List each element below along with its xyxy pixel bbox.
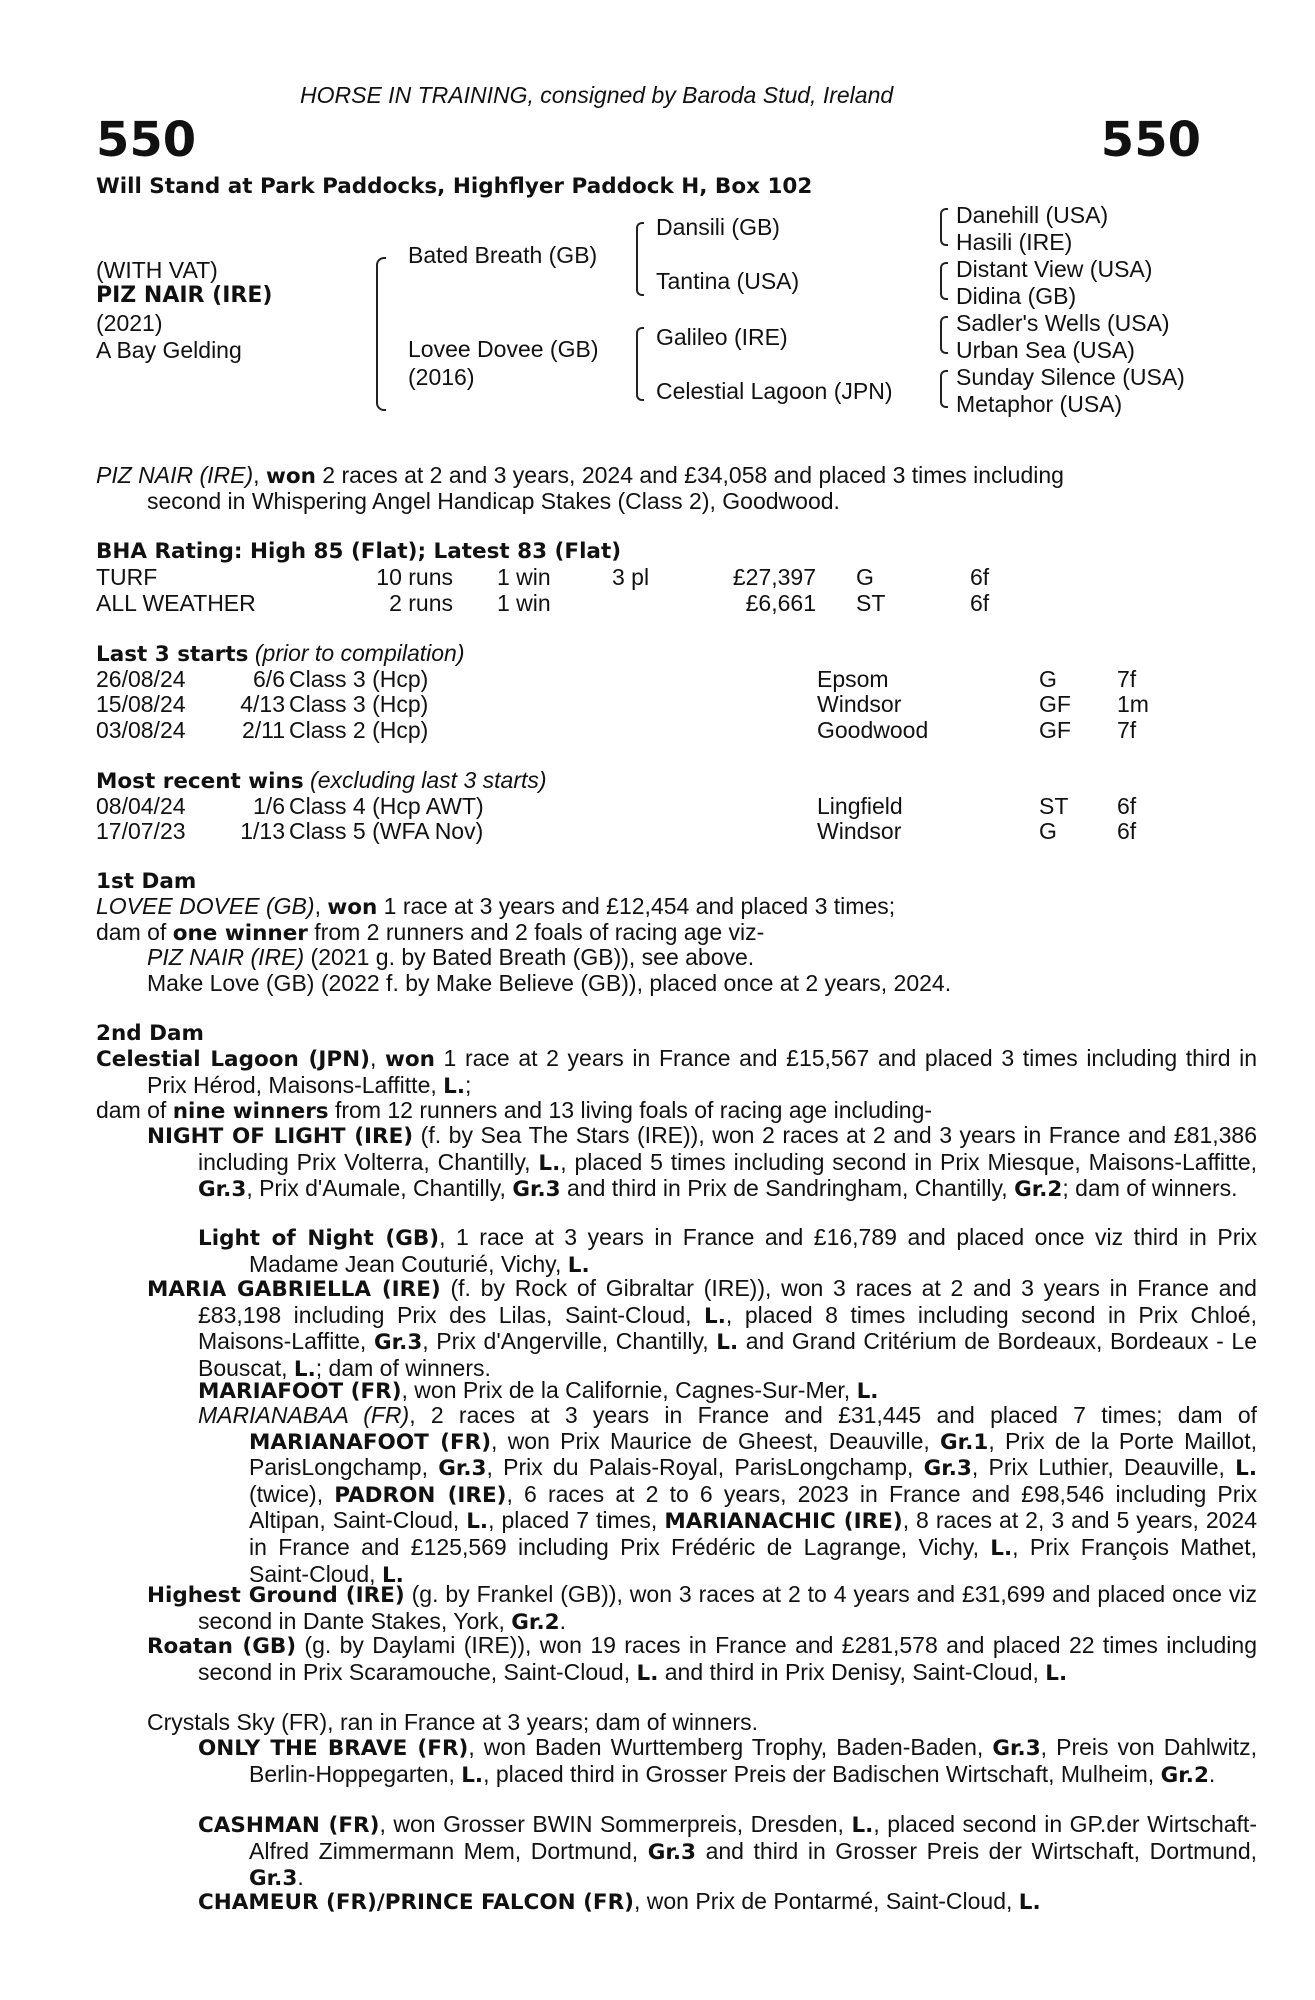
- text: (g. by Frankel (GB)), won 3 races at 2 to 4 years and £31,699 and placed once viz second in Dante Stakes, York,: [198, 1581, 1258, 1634]
- text: 1 race at 2 years in France and £15,567 and placed 3 times including third in Prix Hérod, Maisons-Laffitte,: [147, 1045, 1258, 1098]
- produce-cashman: [198, 1812, 1257, 1892]
- race-position: 2/11: [241, 717, 285, 743]
- rating-runs: 2 runs: [389, 590, 453, 616]
- grade-mark: Gr.2: [511, 1609, 560, 1635]
- rating-wins: 1 win: [497, 590, 551, 616]
- pedigree-brace-g3-4: [940, 370, 948, 408]
- sire-dam: Tantina (USA): [656, 268, 800, 294]
- produce-name: PADRON (IRE): [334, 1482, 507, 1508]
- pedigree-brace-dam: [636, 327, 644, 401]
- horse-year: (2021): [96, 310, 163, 336]
- text: (g. by Daylami (IRE)), won 19 races in France and £281,578 and placed 22 times including second in Prix Scaramouche, Saint-Cloud,: [198, 1632, 1257, 1685]
- second-dam-won: won: [384, 1047, 435, 1072]
- race-date: 17/07/23: [96, 818, 186, 844]
- recent-wins-title: Most recent wins: [96, 769, 304, 794]
- sire-sire: Dansili (GB): [656, 214, 780, 240]
- first-dam-line-1: LOVEE DOVEE (GB), won 1 race at 3 years and £12,454 and placed 3 times;: [96, 893, 896, 920]
- grade-mark: Gr.2: [1014, 1177, 1063, 1203]
- text: (f. by Rock of Gibraltar (IRE)), won 3 races at 2 and 3 years in France and £83,198 including Prix des Lilas, Saint-Cloud,: [198, 1275, 1257, 1328]
- lot-number-left: 550: [96, 112, 197, 168]
- grade-mark: L.: [856, 1379, 879, 1404]
- listed-mark: L.: [443, 1073, 466, 1099]
- produce-name: Roatan (GB): [147, 1634, 297, 1659]
- grade-mark: L.: [293, 1356, 316, 1382]
- race-going: G: [1039, 666, 1057, 692]
- text: , won Baden Wurttemberg Trophy, Baden-Baden,: [468, 1734, 993, 1760]
- last3-row: [0, 667, 1315, 693]
- race-course: Epsom: [817, 666, 889, 692]
- grade-mark: Gr.3: [512, 1177, 561, 1203]
- rating-runs: 10 runs: [376, 564, 453, 590]
- last3-heading: [96, 641, 465, 668]
- rating-distance: 6f: [970, 564, 990, 590]
- rating-prize: £27,397: [732, 564, 816, 590]
- text: (twice),: [249, 1480, 335, 1507]
- recent-win-row: [0, 819, 1315, 845]
- race-class: Class 3 (Hcp): [289, 691, 429, 717]
- produce-record: (2021 g. by Bated Breath (GB)), see above.: [304, 944, 755, 970]
- produce-light-of-night: [198, 1225, 1257, 1278]
- grade-mark: Gr.3: [198, 1177, 247, 1203]
- dam-dam: Celestial Lagoon (JPN): [656, 378, 893, 404]
- produce-chameur: [198, 1889, 1041, 1916]
- dam-sire: Galileo (IRE): [656, 324, 788, 350]
- second-dam-title: 2nd Dam: [96, 1021, 204, 1046]
- recent-win-row: [0, 794, 1315, 820]
- grade-mark: Gr.3: [373, 1330, 423, 1356]
- g3-metaphor: Metaphor (USA): [956, 391, 1123, 417]
- text: .: [297, 1864, 304, 1891]
- text: , placed third in Grosser Preis der Badischen Wirtschaft, Mulheim,: [483, 1760, 1161, 1787]
- race-date: 26/08/24: [96, 666, 186, 692]
- text: ; dam of winners.: [1062, 1175, 1238, 1202]
- produce-name: MARIANABAA (FR): [198, 1402, 410, 1428]
- text: , Prix d'Aumale, Chantilly,: [246, 1175, 513, 1202]
- first-dam-line-2: [96, 920, 764, 947]
- grade-mark: L.: [990, 1535, 1013, 1561]
- text: , 6 races at 2 to 6 years, 2023 in France and £98,546 including Prix Altipan, Saint-Cloud,: [249, 1480, 1257, 1534]
- race-distance: 7f: [1117, 717, 1137, 743]
- text: and third in Grosser Preis der Wirtschaft, Dortmund,: [696, 1837, 1258, 1864]
- text: and third in Prix Denisy, Saint-Cloud,: [658, 1658, 1046, 1685]
- text: ; dam of winners.: [315, 1354, 491, 1381]
- horse-name: PIZ NAIR (IRE): [96, 283, 273, 308]
- vat-note: (WITH VAT): [96, 257, 218, 283]
- grade-mark: L.: [1018, 1890, 1041, 1915]
- race-distance: 6f: [1117, 818, 1137, 844]
- produce-crystals-sky: Crystals Sky (FR), ran in France at 3 years; dam of winners.: [147, 1709, 758, 1735]
- race-position: 1/6: [253, 793, 285, 819]
- text: , Prix du Palais-Royal, ParisLongchamp,: [486, 1454, 924, 1481]
- race-going: GF: [1039, 691, 1071, 717]
- rating-placed: 3 pl: [612, 564, 650, 590]
- produce-name: MARIA GABRIELLA (IRE): [147, 1277, 441, 1302]
- rating-surface: TURF: [96, 564, 158, 590]
- dam-year: (2016): [408, 364, 475, 390]
- text: , 2 races at 3 years in France and £31,445 and placed 7 times; dam of: [409, 1402, 1257, 1428]
- text: and third in Prix de Sandringham, Chantilly,: [560, 1175, 1015, 1202]
- second-dam-winners: nine winners: [172, 1099, 329, 1124]
- race-distance: 6f: [1117, 793, 1137, 819]
- race-course: Lingfield: [817, 793, 903, 819]
- grade-mark: L.: [704, 1303, 726, 1329]
- last3-title: Last 3 starts: [96, 642, 249, 667]
- g3-hasili: Hasili (IRE): [956, 229, 1073, 255]
- rating-title: BHA Rating: High 85 (Flat); Latest 83 (Flat): [96, 539, 622, 564]
- race-class: Class 2 (Hcp): [289, 717, 429, 743]
- text: , placed second in GP.der Wirtschaft-Alfred Zimmermann Mem, Dortmund,: [249, 1811, 1257, 1864]
- race-course: Windsor: [817, 691, 902, 717]
- g3-danehill: Danehill (USA): [956, 202, 1109, 228]
- race-date: 03/08/24: [96, 717, 186, 743]
- grade-mark: L.: [466, 1509, 489, 1535]
- grade-mark: L.: [1045, 1660, 1068, 1686]
- text: dam of: [96, 919, 173, 945]
- second-dam-record: [96, 1046, 1257, 1099]
- pedigree-brace-g3-2: [940, 262, 948, 300]
- produce-name: MARIAFOOT (FR): [198, 1379, 402, 1404]
- text: ,: [369, 1045, 385, 1071]
- text: dam of: [96, 1097, 173, 1123]
- second-dam-produce-intro: [96, 1098, 932, 1125]
- race-course: Windsor: [817, 818, 902, 844]
- text: (f. by Sea The Stars (IRE)), won 2 races at 2 and 3 years in France and £81,386 including Prix Volterra, Chantilly,: [198, 1122, 1258, 1175]
- text: , Prix François Mathet, Saint-Cloud,: [249, 1533, 1257, 1587]
- rating-distance: 6f: [970, 590, 990, 616]
- race-distance: 1m: [1117, 691, 1149, 717]
- first-dam-name: LOVEE DOVEE (GB): [96, 893, 315, 919]
- produce-name: PIZ NAIR (IRE): [147, 944, 305, 970]
- last3-row: [0, 692, 1315, 718]
- grade-mark: Gr.3: [249, 1866, 298, 1892]
- text: , Prix de la Porte Maillot, ParisLongchamp,: [249, 1427, 1257, 1481]
- grade-mark: L.: [636, 1660, 659, 1686]
- g3-didina: Didina (GB): [956, 283, 1077, 309]
- pedigree-brace-sire: [636, 222, 644, 296]
- grade-mark: Gr.3: [923, 1456, 972, 1482]
- race-date: 15/08/24: [96, 691, 186, 717]
- text: , placed 7 times,: [488, 1507, 665, 1534]
- recent-wins-note: (excluding last 3 starts): [310, 767, 547, 793]
- sire: Bated Breath (GB): [408, 242, 598, 268]
- text: , won Prix de la Californie, Cagnes-Sur-Mer,: [401, 1377, 857, 1403]
- grade-mark: L.: [851, 1813, 874, 1838]
- grade-mark: L.: [567, 1252, 590, 1278]
- grade-mark: Gr.3: [992, 1736, 1041, 1761]
- rating-prize: £6,661: [745, 590, 816, 616]
- text: , 1 race at 3 years in France and £16,789 and placed once viz third in Prix Madame Jean Couturié, Vichy,: [249, 1224, 1257, 1277]
- race-class: Class 4 (Hcp AWT): [289, 793, 484, 819]
- race-going: GF: [1039, 717, 1071, 743]
- race-distance: 7f: [1117, 666, 1137, 692]
- summary-line-1: PIZ NAIR (IRE), won 2 races at 2 and 3 years, 2024 and £34,058 and placed 3 times including: [96, 462, 1064, 489]
- text: ;: [465, 1071, 472, 1098]
- produce-name: MARIANAFOOT (FR): [249, 1429, 492, 1455]
- grade-mark: L.: [716, 1330, 739, 1356]
- text: , Prix d'Angerville, Chantilly,: [422, 1328, 717, 1355]
- produce-roatan: [147, 1633, 1257, 1686]
- rating-wins: 1 win: [497, 564, 551, 590]
- race-class: Class 3 (Hcp): [289, 666, 429, 692]
- text: and Grand Critérium de Bordeaux, Bordeaux - Le Bouscat,: [198, 1328, 1257, 1381]
- grade-mark: L.: [461, 1762, 484, 1788]
- first-dam-produce-1: [147, 945, 754, 971]
- second-dam-name: Celestial Lagoon (JPN): [96, 1047, 370, 1072]
- first-dam-won: won: [327, 895, 378, 920]
- race-going: G: [1039, 818, 1057, 844]
- rating-row-turf: [0, 565, 1315, 591]
- produce-maria-gabriella: [147, 1276, 1257, 1382]
- page-header-title: HORSE IN TRAINING, consigned by Baroda Stud, Ireland: [300, 82, 894, 108]
- race-course: Goodwood: [817, 717, 929, 743]
- grade-mark: L.: [538, 1150, 561, 1176]
- produce-name: CHAMEUR (FR)/PRINCE FALCON (FR): [198, 1890, 634, 1915]
- text: , won Grosser BWIN Sommerpreis, Dresden,: [379, 1811, 852, 1837]
- race-position: 1/13: [240, 818, 285, 844]
- lot-number-right: 550: [1100, 112, 1201, 168]
- produce-highest-ground: [147, 1582, 1257, 1635]
- rating-going: G: [856, 564, 874, 590]
- produce-mariafoot: [198, 1378, 878, 1405]
- dam: Lovee Dovee (GB): [408, 336, 599, 362]
- produce-marianabaa: [198, 1403, 1257, 1588]
- pedigree-brace-g3-1: [940, 208, 948, 246]
- text: from 12 runners and 13 living foals of racing age including-: [328, 1097, 933, 1123]
- grade-mark: Gr.2: [1160, 1762, 1209, 1788]
- grade-mark: Gr.3: [438, 1456, 487, 1482]
- grade-mark: Gr.3: [647, 1839, 697, 1865]
- race-date: 08/04/24: [96, 793, 186, 819]
- text: , placed 8 times including second in Prix Chloé, Maisons-Laffitte,: [198, 1301, 1257, 1355]
- grade-mark: L.: [381, 1562, 404, 1588]
- text: from 2 runners and 2 foals of racing age viz-: [307, 919, 765, 945]
- pedigree-brace-main: [376, 257, 386, 411]
- g3-distant-view: Distant View (USA): [956, 256, 1153, 282]
- g3-sunday-silence: Sunday Silence (USA): [956, 364, 1185, 390]
- summary-won: won: [265, 464, 316, 489]
- rating-surface: ALL WEATHER: [96, 590, 256, 616]
- produce-night-of-light: [147, 1123, 1257, 1203]
- produce-name: Highest Ground (IRE): [147, 1583, 405, 1608]
- race-position: 4/13: [240, 691, 285, 717]
- text: , 8 races at 2, 3 and 5 years, 2024 in France and £125,569 including Prix Frédéric de Lagrange, Vichy,: [249, 1507, 1257, 1560]
- produce-name: NIGHT OF LIGHT (IRE): [147, 1124, 414, 1149]
- g3-sadlers-wells: Sadler's Wells (USA): [956, 310, 1170, 336]
- g3-urban-sea: Urban Sea (USA): [956, 337, 1135, 363]
- produce-only-the-brave: [198, 1735, 1257, 1788]
- recent-wins-heading: [96, 768, 547, 795]
- summary-text-1: 2 races at 2 and 3 years, 2024 and £34,058 and placed 3 times including: [315, 462, 1064, 488]
- first-dam-winners: one winner: [172, 921, 308, 946]
- last3-note: (prior to compilation): [254, 640, 465, 666]
- first-dam-title: 1st Dam: [96, 869, 197, 894]
- first-dam-produce-2: Make Love (GB) (2022 f. by Make Believe (GB)), placed once at 2 years, 2024.: [147, 970, 952, 996]
- first-dam-record: 1 race at 3 years and £12,454 and placed 3 times;: [377, 893, 896, 919]
- produce-name: MARIANACHIC (IRE): [664, 1509, 903, 1535]
- text: , won Prix de Pontarmé, Saint-Cloud,: [633, 1888, 1019, 1914]
- rating-row-all-weather: [0, 591, 1315, 617]
- produce-name: CASHMAN (FR): [198, 1813, 380, 1838]
- race-position: 6/6: [253, 666, 285, 692]
- produce-name: ONLY THE BRAVE (FR): [198, 1736, 469, 1761]
- text: .: [1208, 1760, 1216, 1787]
- last3-row: [0, 718, 1315, 744]
- rating-going: ST: [856, 590, 886, 616]
- text: , Prix Luthier, Deauville,: [971, 1454, 1236, 1481]
- text: , placed 5 times including second in Prix Miesque, Maisons-Laffitte,: [560, 1148, 1257, 1175]
- produce-name: Light of Night (GB): [198, 1226, 440, 1251]
- grade-mark: Gr.1: [940, 1429, 989, 1455]
- summary-horse-name: PIZ NAIR (IRE): [96, 462, 254, 488]
- grade-mark: L.: [1235, 1456, 1257, 1482]
- race-class: Class 5 (WFA Nov): [289, 818, 484, 844]
- text: , Preis von Dahlwitz, Berlin-Hoppegarten,: [249, 1734, 1258, 1787]
- summary-line-2: second in Whispering Angel Handicap Stakes (Class 2), Goodwood.: [147, 488, 840, 514]
- horse-description: A Bay Gelding: [96, 337, 242, 363]
- pedigree-brace-g3-3: [940, 316, 948, 354]
- stand-location: Will Stand at Park Paddocks, Highflyer Paddock H, Box 102: [96, 174, 813, 199]
- text: , won Prix Maurice de Gheest, Deauville,: [491, 1427, 941, 1454]
- text: .: [559, 1607, 566, 1634]
- race-going: ST: [1039, 793, 1069, 819]
